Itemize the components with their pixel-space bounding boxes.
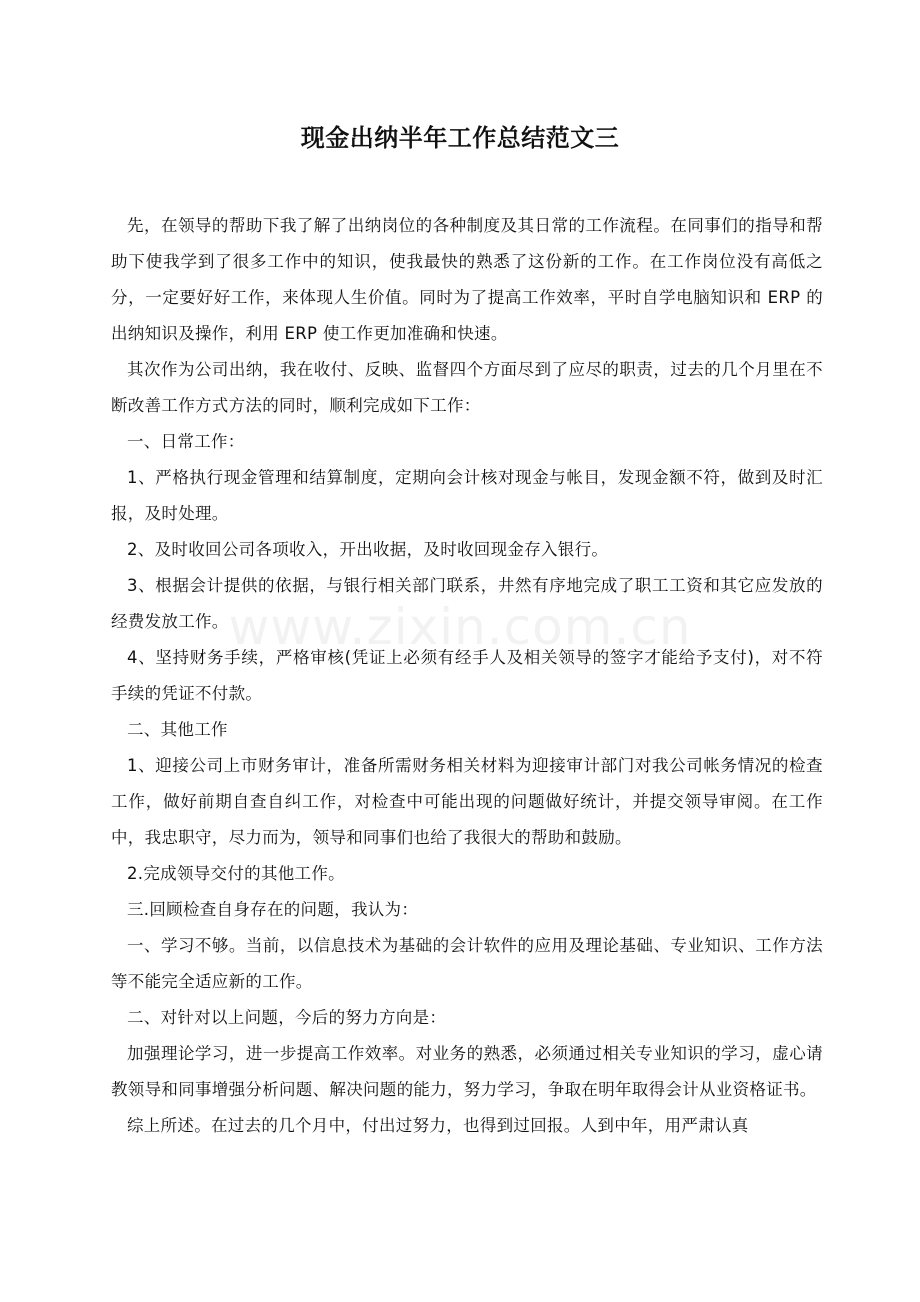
section-heading: 一、日常工作： — [127, 432, 245, 451]
list-item: 3、根据会计提供的依据，与银行相关部门联系，井然有序地完成了职工工资和其它应发放的经费发放工作。 — [111, 576, 823, 631]
list-item: 1、迎接公司上市财务审计，准备所需财务相关材料为迎接审计部门对我公司帐务情况的检查工作，做好前期自查自纠工作，对检查中可能出现的问题做好统计，并提交领导审阅。在工作中，我忠职守，尽力而为，领导和同事们也给了我很大的帮助和鼓励。 — [111, 756, 823, 847]
list-item: 1、严格执行现金管理和结算制度，定期向会计核对现金与帐目，发现金额不符，做到及时汇报，及时处理。 — [111, 468, 823, 523]
section-heading: 二、其他工作 — [127, 720, 228, 739]
list-item: 2.完成领导交付的其他工作。 — [127, 864, 345, 883]
paragraph: 一、学习不够。当前，以信息技术为基础的会计软件的应用及理论基础、专业知识、工作方法等不能完全适应新的工作。 — [111, 936, 823, 991]
watermark: www.zixin.com.cn — [228, 598, 692, 656]
paragraph: 先，在领导的帮助下我了解了出纳岗位的各种制度及其日常的工作流程。在同事们的指导和帮助下使我学到了很多工作中的知识，使我最快的熟悉了这份新的工作。在工作岗位没有高低之分，一定要好好工作，来体现人生价值。同时为了提高工作效率，平时自学电脑知识和 ERP 的出纳知识及操作，利用 ERP 使工作更加准确和快速。 — [111, 216, 823, 343]
paragraph: 其次作为公司出纳，我在收付、反映、监督四个方面尽到了应尽的职责，过去的几个月里在不断改善工作方式方法的同时，顺利完成如下工作： — [111, 360, 823, 415]
list-item: 2、及时收回公司各项收入，开出收据，及时收回现金存入银行。 — [127, 540, 609, 559]
paragraph: 加强理论学习，进一步提高工作效率。对业务的熟悉，必须通过相关专业知识的学习，虚心请教领导和同事增强分析问题、解决问题的能力，努力学习，争取在明年取得会计从业资格证书。 — [111, 1044, 823, 1099]
document-body — [111, 208, 823, 1144]
document-title: 现金出纳半年工作总结范文三 — [300, 124, 620, 152]
paragraph: 二、对针对以上问题，今后的努力方向是： — [127, 1008, 447, 1027]
section-heading: 三.回顾检查自身存在的问题，我认为： — [127, 900, 419, 919]
paragraph: 综上所述。在过去的几个月中，付出过努力，也得到过回报。人到中年，用严肃认真 — [127, 1116, 749, 1135]
list-item: 4、坚持财务手续，严格审核(凭证上必须有经手人及相关领导的签字才能给予支付)，对不符手续的凭证不付款。 — [111, 648, 823, 703]
